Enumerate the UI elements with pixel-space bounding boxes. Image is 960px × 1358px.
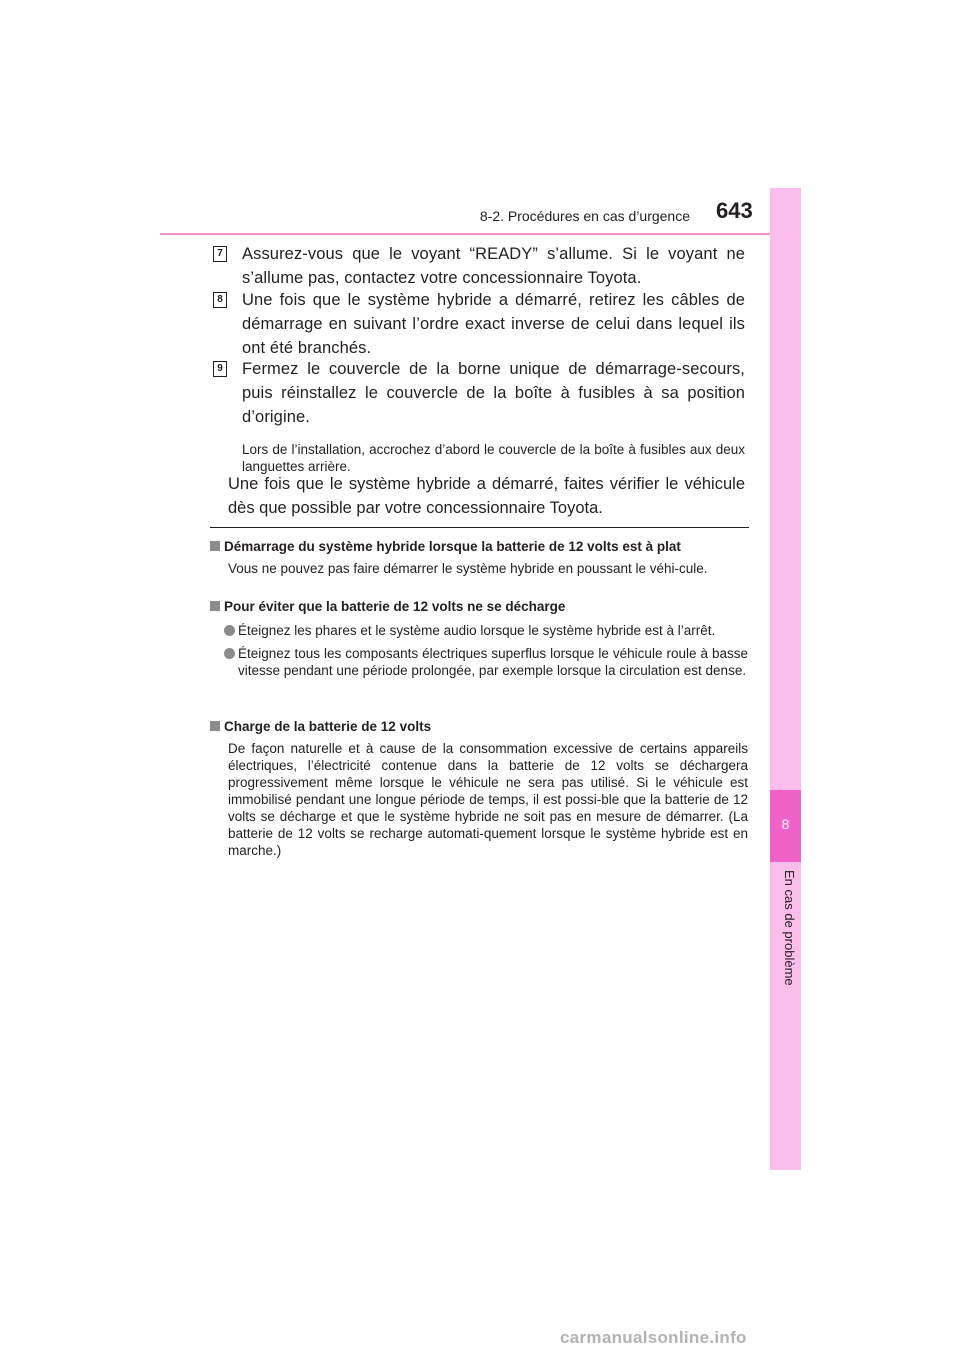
step-text: Assurez-vous que le voyant “READY” s’allume. Si le voyant ne s’allume pas, contactez votre concessionnaire Toyota. bbox=[242, 245, 745, 287]
square-bullet-icon bbox=[210, 601, 220, 611]
closing-paragraph: Une fois que le système hybride a démarré, faites vérifier le véhicule dès que possible par votre concessionnaire Toyota. bbox=[228, 475, 745, 517]
step-number-badge: 8 bbox=[213, 292, 227, 308]
info-item-prevent-discharge bbox=[210, 598, 748, 679]
info-heading: Démarrage du système hybride lorsque la batterie de 12 volts est à plat bbox=[210, 538, 748, 556]
step-number-badge: 9 bbox=[213, 361, 227, 377]
info-body: Vous ne pouvez pas faire démarrer le système hybride en poussant le véhi-cule. bbox=[228, 561, 708, 576]
section-divider bbox=[210, 527, 749, 528]
round-bullet-icon bbox=[224, 625, 235, 636]
list-item: Éteignez les phares et le système audio lorsque le système hybride est à l’arrêt. bbox=[224, 622, 748, 639]
round-bullet-icon bbox=[224, 648, 235, 659]
step-8 bbox=[213, 288, 745, 360]
step-9 bbox=[213, 357, 745, 475]
side-tab-band bbox=[770, 188, 801, 1170]
square-bullet-icon bbox=[210, 721, 220, 731]
page-number: 643 bbox=[716, 198, 753, 223]
step-number-badge: 7 bbox=[213, 246, 227, 262]
info-heading: Pour éviter que la batterie de 12 volts ne se décharge bbox=[210, 598, 748, 616]
info-item-charging bbox=[210, 718, 748, 859]
section-title: 8-2. Procédures en cas d’urgence bbox=[479, 208, 690, 224]
info-body: De façon naturelle et à cause de la consommation excessive de certains appareils électriques, l’électricité contenue dans la batterie de 12 volts se déchargera progressivement même lorsque le véhicule ne sera pas utilisé. Si le véhicule est immobilisé pendant une longue période de temps, il est possi-ble que la batterie de 12 volts se décharge et que le système hybride ne soit pas en mesure de démarrer. (La batterie de 12 volts se recharge automati-quement lorsque le système hybride est en marche.) bbox=[228, 741, 748, 858]
header-rule bbox=[160, 233, 800, 235]
step-text: Fermez le couvercle de la borne unique de démarrage-secours, puis réinstallez le couvercle de la boîte à fusibles à sa position d’origine. bbox=[242, 360, 745, 426]
list-item: Éteignez tous les composants électriques superflus lorsque le véhicule roule à basse vitesse pendant une période prolongée, par exemple lorsque la circulation est dense. bbox=[224, 645, 748, 679]
chapter-title: En cas de problème bbox=[782, 870, 797, 986]
square-bullet-icon bbox=[210, 541, 220, 551]
step-note: Lors de l’installation, accrochez d’abord le couvercle de la boîte à fusibles aux deux languettes arrière. bbox=[242, 442, 745, 474]
chapter-number: 8 bbox=[781, 816, 790, 832]
info-heading: Charge de la batterie de 12 volts bbox=[210, 718, 748, 736]
step-7 bbox=[213, 242, 745, 290]
watermark: carmanualsonline.info bbox=[560, 1328, 747, 1347]
info-item-flat-battery bbox=[210, 538, 748, 577]
step-text: Une fois que le système hybride a démarré, retirez les câbles de démarrage en suivant l’ordre exact inverse de celui dans lequel ils ont été branchés. bbox=[242, 291, 745, 357]
